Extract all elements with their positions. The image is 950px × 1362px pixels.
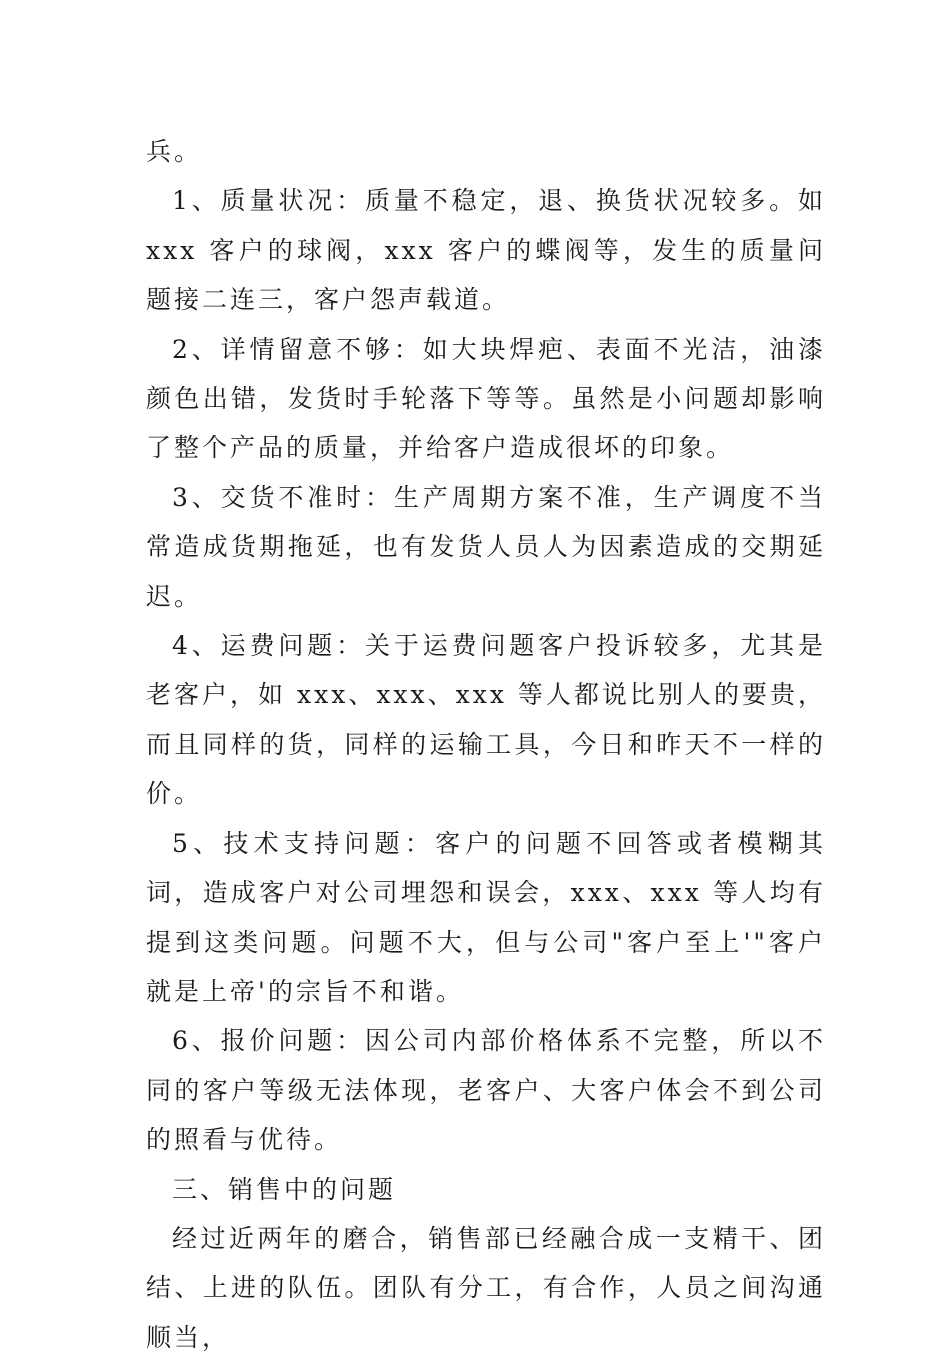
paragraph-freight-issue: 4、运费问题：关于运费问题客户投诉较多，尤其是老客户，如 xxx、xxx、xxx 等人都说比别人的要贵，而且同样的货，同样的运输工具，今日和昨天不一样的价。 [146,631,826,809]
document-body [146,127,826,1362]
paragraph-detail-attention: 2、详情留意不够：如大块焊疤、表面不光洁，油漆颜色出错，发货时手轮落下等等。虽然是小问题却影响了整个产品的质量，并给客户造成很坏的印象。 [146,334,826,463]
section-heading-sales-issues: 三、销售中的问题 [172,1174,397,1204]
paragraph-continuation: 兵。 [146,137,203,166]
paragraph-delivery-timing: 3、交货不准时：生产周期方案不准，生产调度不当常造成货期拖延，也有发货人员人为因素造成的交期延迟。 [146,482,826,611]
paragraph-quotation-issue: 6、报价问题：因公司内部价格体系不完整，所以不同的客户等级无法体现，老客户、大客户体会不到公司的照看与优待。 [146,1026,826,1155]
paragraph-sales-team: 经过近两年的磨合，销售部已经融合成一支精干、团结、上进的队伍。团队有分工，有合作，人员之间沟通顺当， [146,1223,826,1352]
paragraph-quality-status: 1、质量状况：质量不稳定，退、换货状况较多。如 xxx 客户的球阀，xxx 客户的蝶阀等，发生的质量问题接二连三，客户怨声载道。 [146,186,826,315]
paragraph-technical-support: 5、技术支持问题：客户的问题不回答或者模糊其词，造成客户对公司埋怨和误会，xxx、xxx 等人均有提到这类问题。问题不大，但与公司"客户至上'"客户就是上帝'的宗旨不和谐。 [146,828,826,1006]
